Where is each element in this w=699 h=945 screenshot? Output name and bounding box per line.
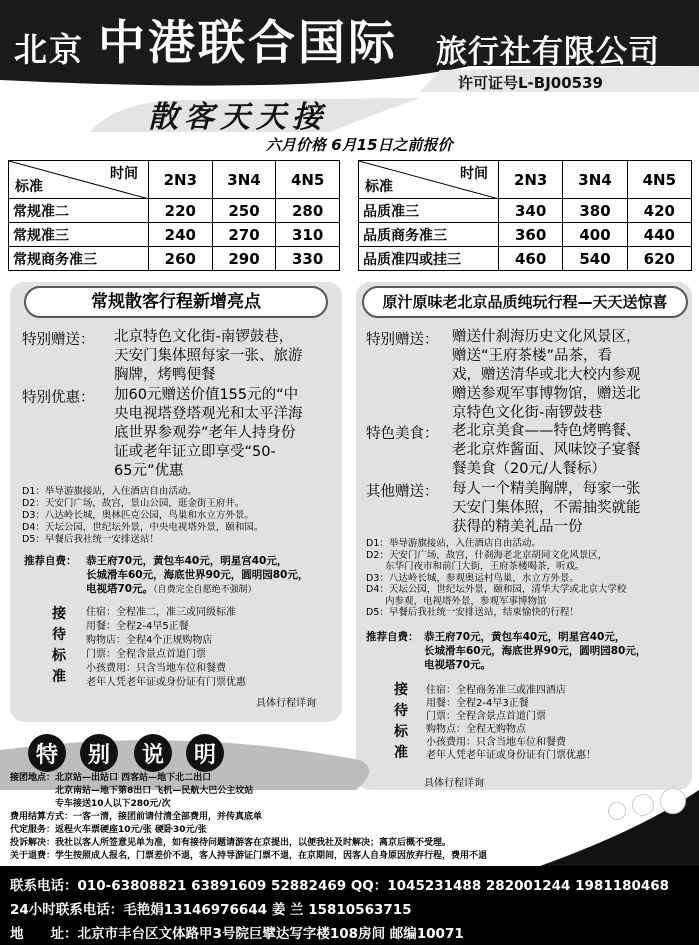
label-char: 待 xyxy=(52,627,66,643)
list-item: 专车接送10人以下280元/次 xyxy=(10,799,171,809)
list-item: 住宿：全程准二，准三或同级标准 xyxy=(86,607,236,618)
header-brand: 中港联合国际 xyxy=(98,16,398,71)
list-item: D4：天坛公园，世纪坛外景，颐和园，清华大学或北京大学校 xyxy=(366,584,627,595)
list-item: 用餐：全程2-4早3正餐 xyxy=(426,698,529,709)
left-day-list xyxy=(22,486,338,546)
decor-dot xyxy=(632,794,654,816)
list-item: D2：天安门广场，故宫，什刹海老北京胡同文化风景区， xyxy=(366,549,608,561)
table-row xyxy=(359,223,692,247)
text-line: 北京特色文化街-南锣鼓巷， xyxy=(114,329,294,345)
gift-label: 特别赠送： xyxy=(366,332,439,348)
price-cell: 250 xyxy=(212,199,276,223)
footer-contact xyxy=(0,866,699,945)
footer-phone: 联系电话：010-63808821 63891609 52882469 QQ：1045231488 282001244 1981180468 xyxy=(10,878,670,894)
price-cell: 420 xyxy=(627,199,691,223)
text-line: 老北京炸酱面、风味饺子宴餐 xyxy=(452,442,641,458)
standard-vertical-label xyxy=(50,604,68,688)
table-corner xyxy=(359,161,499,199)
food-text xyxy=(452,422,688,479)
text-line: 底世界参观券”老年人持身份 xyxy=(114,425,296,441)
right-panel-title: 原汁原味老北京品质纯玩行程—天天送惊喜 xyxy=(362,286,688,318)
list-item: 接团地点：北京站—出站口 西客站—地下北二出口 xyxy=(10,773,212,783)
list-item: 门票：全程含景点首道门票 xyxy=(426,711,546,722)
column-header: 4N5 xyxy=(276,161,340,199)
text-line: 央电视塔登塔观光和太平洋海 xyxy=(114,406,303,422)
text-line: 加60元赠送价值155元的“中 xyxy=(114,387,299,403)
other-gift-text xyxy=(452,480,688,537)
table-row xyxy=(359,247,692,271)
label-char: 接 xyxy=(394,682,408,698)
left-panel-title: 常规散客行程新增亮点 xyxy=(24,286,328,318)
list-item: 费用结算方式：一客一清，接团前请付清全部费用，并传真底单 xyxy=(10,812,263,822)
text-line: 餐美食（20元/人餐标） xyxy=(452,461,606,477)
footer-hotline: 24小时联系电话：毛艳娟13146976644 姜 兰 15810563715 xyxy=(10,902,412,918)
list-item: 购物点：全程无购物点 xyxy=(426,724,526,735)
corner-bottom-label: 标准 xyxy=(365,179,393,195)
row-label: 品质准三 xyxy=(359,199,499,223)
list-item: D2：天安门广场，故宫，景山公园，逛金街王府井。 xyxy=(22,498,245,509)
slogan-stripe xyxy=(0,92,699,136)
table-row xyxy=(359,199,692,223)
price-cell: 310 xyxy=(276,223,340,247)
right-day-list xyxy=(366,538,688,619)
text-line: 长城滑车60元，海底世界90元，圆明园80元， xyxy=(424,645,647,657)
price-cell: 290 xyxy=(212,247,276,271)
text-line: 赠送“王府茶楼”品茶，看 xyxy=(452,348,613,364)
list-item: 用餐：全程2-4早5正餐 xyxy=(86,621,189,632)
row-label: 常规商务准三 xyxy=(9,247,149,271)
label-char: 待 xyxy=(394,703,408,719)
list-item: 购物店：全程4个正规购物店 xyxy=(86,635,213,646)
list-item: D1：举导游旗接站，入住酒店自由活动。 xyxy=(22,486,197,497)
list-item: 老年人凭老年证或身份证有门票优惠 xyxy=(86,677,246,688)
price-table-right xyxy=(358,160,692,271)
row-label: 品质商务准三 xyxy=(359,223,499,247)
list-item: D3：八达岭长城，参观奥运村鸟巢，水立方外景。 xyxy=(366,572,579,584)
text-line: 赠送参观军事博物馆，赠送北 xyxy=(452,386,641,402)
gift-text xyxy=(452,328,688,423)
text-line: 恭王府70元，黄包车40元，明星宫40元， xyxy=(424,631,626,643)
price-cell: 220 xyxy=(149,199,213,223)
list-item: D1：举导游旗接站，入住酒店自由活动。 xyxy=(366,538,541,549)
standard-list xyxy=(86,606,340,690)
text-line: 电视塔70元。 xyxy=(86,583,154,595)
label-char: 标 xyxy=(394,724,408,740)
list-item: 内参观，电视塔外景，参观军事博物馆 xyxy=(366,595,547,607)
column-header: 3N4 xyxy=(563,161,627,199)
decor-dot xyxy=(608,802,626,820)
text-line: 每人一个精美胸牌，每家一张 xyxy=(452,481,641,497)
text-line: 胸牌，烤鸭便餐 xyxy=(114,367,216,383)
text-line: 戏，赠送清华或北大校内参观 xyxy=(452,367,641,383)
list-item: 小孩费用：只含当地车位和餐费 xyxy=(426,737,566,748)
price-cell: 380 xyxy=(563,199,627,223)
license-number: 许可证号L-BJ00539 xyxy=(458,74,603,92)
column-header: 2N3 xyxy=(499,161,563,199)
list-item: 小孩费用：只含当地车位和餐费 xyxy=(86,663,226,674)
price-cell: 620 xyxy=(627,247,691,271)
right-detail-note: 具体行程详询 xyxy=(424,778,484,789)
list-item: D5：早餐后我社统一安排送站，结束愉快的行程！ xyxy=(366,607,579,618)
corner-bottom-label: 标准 xyxy=(15,179,43,195)
text-line: 老北京美食——特色烤鸭餐、 xyxy=(452,423,641,439)
offer-text xyxy=(114,386,338,481)
special-notes-list xyxy=(10,772,650,863)
price-cell: 260 xyxy=(149,247,213,271)
label-char: 接 xyxy=(52,606,66,622)
text-line: 赠送什刹海历史文化风景区， xyxy=(452,329,641,345)
corner-top-label: 时间 xyxy=(110,166,138,182)
price-cell: 400 xyxy=(563,223,627,247)
list-item: 关于退费：学生按照成人报名，门票差价不退，客人持导游证门票不退，在京期间，因客人自身原因放弃行程，费用不退 xyxy=(10,851,488,861)
list-item: 代定服务：返程火车票硬座10元/张 硬卧30元/张 xyxy=(10,825,207,835)
column-header: 4N5 xyxy=(627,161,691,199)
list-item: D3：八达岭长城，奥林匹克公园，鸟巢和水立方外景。 xyxy=(22,510,254,521)
special-title-char: 明 xyxy=(186,734,224,772)
list-item: 投诉解决：我社以客人所签意见单为准，如有接待问题请游客在京提出，以便我社及时解决；离京后概不受理。 xyxy=(10,838,452,848)
text-line: 电视塔70元。 xyxy=(424,659,492,671)
text-line: 天安门集体照每家一张、旅游 xyxy=(114,348,303,364)
corner-top-label: 时间 xyxy=(460,166,488,182)
price-cell: 240 xyxy=(149,223,213,247)
header-city: 北京 xyxy=(14,30,84,69)
self-pay-label: 推荐自费： xyxy=(24,555,77,567)
text-line: 天安门集体照，不需抽奖就能 xyxy=(452,500,641,516)
label-char: 标 xyxy=(52,648,66,664)
label-char: 准 xyxy=(52,669,66,685)
text-line: 恭王府70元，黄包车40元，明星宫40元， xyxy=(86,555,288,567)
slogan: 散客天天接 xyxy=(148,100,328,135)
price-table-left xyxy=(8,160,340,271)
text-line: 65元”优惠 xyxy=(114,463,184,479)
price-cell: 360 xyxy=(499,223,563,247)
other-gift-label: 其他赠送： xyxy=(366,484,439,500)
table-corner xyxy=(9,161,149,199)
column-header: 3N4 xyxy=(212,161,276,199)
price-note: 六月价格 6月15日之前报价 xyxy=(266,136,453,154)
self-pay-text xyxy=(424,630,688,672)
price-cell: 460 xyxy=(499,247,563,271)
special-title-char: 别 xyxy=(80,734,118,772)
row-label: 品质准四或挂三 xyxy=(359,247,499,271)
special-title-char: 说 xyxy=(134,734,172,772)
price-cell: 540 xyxy=(563,247,627,271)
decor-dot xyxy=(660,788,686,814)
label-char: 准 xyxy=(394,745,408,761)
self-pay-text xyxy=(86,554,340,597)
price-cell: 270 xyxy=(212,223,276,247)
price-cell: 440 xyxy=(627,223,691,247)
list-item: D5：早餐后我社统一安排送站！ xyxy=(22,534,159,545)
row-label: 常规准二 xyxy=(9,199,149,223)
special-title-char: 特 xyxy=(28,734,66,772)
price-cell: 330 xyxy=(276,247,340,271)
table-row xyxy=(9,247,340,271)
table-row xyxy=(9,199,340,223)
column-header: 2N3 xyxy=(149,161,213,199)
self-pay-note: （自费完全自愿绝不强制） xyxy=(153,585,257,595)
row-label: 常规准三 xyxy=(9,223,149,247)
gift-label: 特别赠送： xyxy=(22,332,95,348)
list-item: 东华门夜市和前门大街，王府茶楼喝茶，听戏。 xyxy=(366,561,585,572)
list-item: 门票：全程含景点首道门票 xyxy=(86,649,206,660)
food-label: 特色美食： xyxy=(366,426,439,442)
offer-label: 特别优惠： xyxy=(22,390,95,406)
footer-address: 地 址：北京市丰台区文体路甲3号院巨擘达写字楼108房间 邮编10071 xyxy=(10,926,464,942)
price-cell: 280 xyxy=(276,199,340,223)
gift-text xyxy=(114,328,338,385)
text-line: 获得的精美礼品一份 xyxy=(452,519,583,535)
list-item: 老年人凭老年证或身份证有门票优惠！ xyxy=(426,750,596,761)
list-item: 北京南站—地下第8出口 飞机—民航大巴公主坟站 xyxy=(10,786,254,796)
text-line: 长城滑车60元，海底世界90元，圆明园80元， xyxy=(86,569,309,581)
list-item: D4：天坛公园，世纪坛外景，中央电视塔外景，颐和园。 xyxy=(22,522,264,533)
left-detail-note: 具体行程详询 xyxy=(256,698,316,709)
price-cell: 340 xyxy=(499,199,563,223)
table-row xyxy=(9,223,340,247)
header-company-suffix: 旅行社有限公司 xyxy=(436,34,660,70)
self-pay-label: 推荐自费： xyxy=(366,631,419,643)
list-item: 住宿：全程商务准三或准四酒店 xyxy=(426,685,566,696)
text-line: 京特色文化街-南锣鼓巷 xyxy=(452,405,603,421)
text-line: 证或老年证立即享受“50- xyxy=(114,444,276,460)
